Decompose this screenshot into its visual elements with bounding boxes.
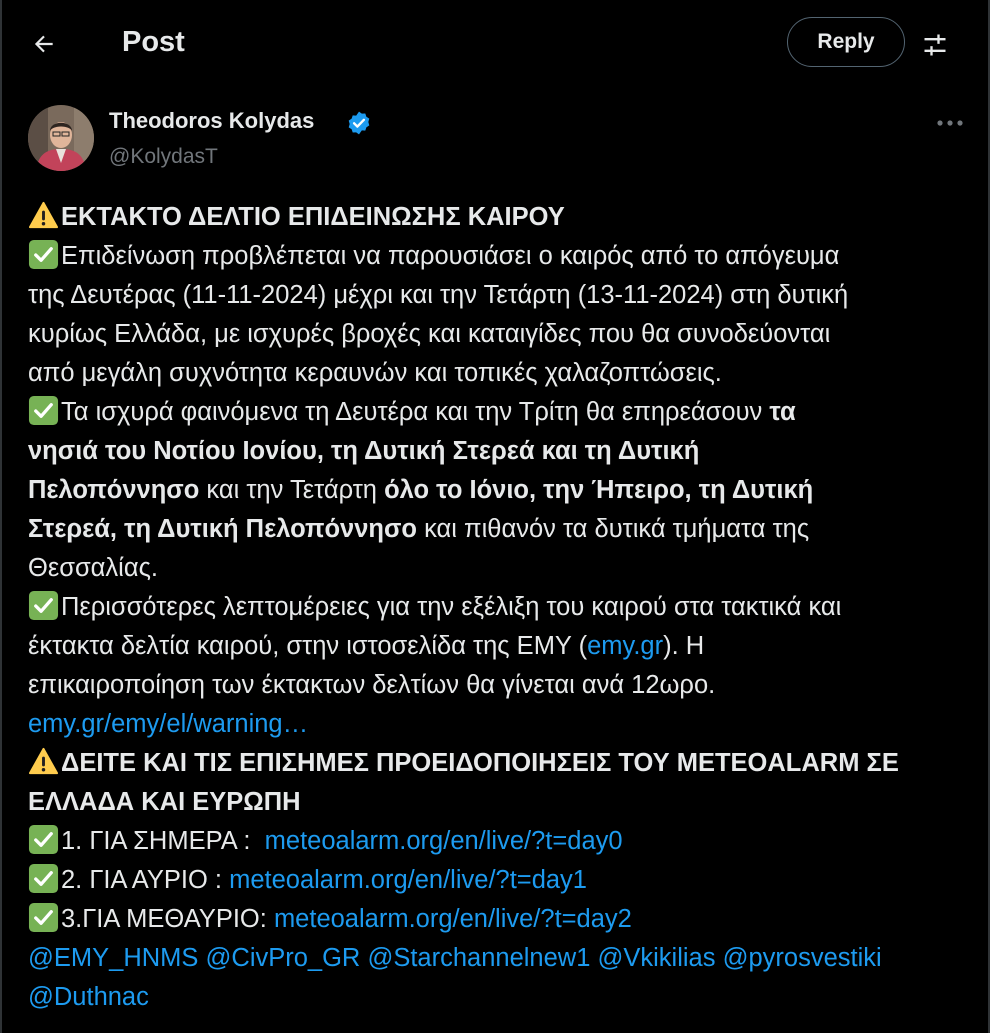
check-mark-emoji [28, 863, 59, 894]
post-line [28, 237, 973, 276]
verified-badge-icon [346, 110, 372, 136]
ellipsis-icon [936, 119, 964, 127]
check-mark-emoji [28, 239, 59, 270]
post-text: ΕΚΤΑΚΤΟ ΔΕΛΤΙΟ ΕΠΙΔΕΙΝΩΣΗΣ ΚΑΙΡΟΥ [61, 203, 565, 231]
post-line [28, 510, 973, 549]
post-line [28, 822, 973, 861]
reply-button[interactable]: Reply [787, 17, 905, 67]
mention-link[interactable]: @pyrosvestiki [722, 944, 882, 972]
mention-link[interactable]: @CivPro_GR [205, 944, 361, 972]
warning-emoji [28, 746, 59, 777]
emy-link[interactable]: emy.gr [587, 632, 664, 660]
post-line [28, 705, 973, 744]
check-mark-emoji [28, 590, 59, 621]
avatar[interactable] [28, 105, 94, 171]
post-text: Τα ισχυρά φαινόμενα τη Δευτέρα και την Τρίτη θα επηρεάσουν [61, 398, 770, 426]
post-text-bold: όλο το Ιόνιο, την Ήπειρο, τη Δυτική [384, 476, 814, 504]
meteoalarm-day2-link[interactable]: meteoalarm.org/en/live/?t=day2 [273, 905, 632, 933]
post-text: έκτακτα δελτία καιρού, στην ιστοσελίδα της ΕΜΥ ( [28, 632, 588, 660]
check-mark-emoji [28, 824, 59, 855]
mention-link[interactable]: @Duthnac [28, 983, 149, 1011]
meteoalarm-day0-link[interactable]: meteoalarm.org/en/live/?t=day0 [264, 827, 623, 855]
header-bar [2, 0, 990, 88]
warning-emoji [28, 200, 59, 231]
post-text-bold: τα [769, 398, 796, 426]
back-button[interactable] [24, 24, 64, 64]
mention-link[interactable]: @Vkikilias [597, 944, 716, 972]
post-text: 2. ΓΙΑ ΑΥΡΙΟ : [61, 866, 230, 894]
check-mark-emoji [28, 395, 59, 426]
post-line [28, 978, 973, 1017]
post-text: και πιθανόν τα δυτικά τμήματα της [417, 515, 810, 543]
post-line: της Δευτέρας (11-11-2024) μέχρι και την Τετάρτη (13-11-2024) στη δυτική [28, 281, 849, 309]
post-line [28, 939, 973, 978]
post-body [28, 198, 973, 1017]
post-text: Περισσότερες λεπτομέρειες για την εξέλιξη του καιρού στα τακτικά και [61, 593, 842, 621]
more-options-button[interactable] [932, 108, 968, 138]
post-text: ). Η [663, 632, 705, 660]
post-text: και την Τετάρτη [199, 476, 385, 504]
meteoalarm-day1-link[interactable]: meteoalarm.org/en/live/?t=day1 [229, 866, 587, 894]
post-line: κυρίως Ελλάδα, με ισχυρές βροχές και καταιγίδες που θα συνοδεύονται [28, 320, 831, 348]
author-name[interactable]: Theodoros Kolydas [109, 108, 315, 133]
post-line [28, 900, 973, 939]
post-line [28, 393, 973, 432]
check-mark-emoji [28, 902, 59, 933]
post-text: 1. ΓΙΑ ΣΗΜΕΡΑ : [61, 827, 265, 855]
post-line [28, 588, 973, 627]
page-title: Post [122, 26, 185, 58]
emy-warning-link[interactable]: emy.gr/emy/el/warning… [28, 710, 309, 738]
post-line [28, 627, 973, 666]
settings-button[interactable] [916, 26, 954, 64]
post-line [28, 744, 973, 783]
post-line: Θεσσαλίας. [28, 554, 158, 582]
post-line [28, 198, 973, 237]
arrow-left-icon [31, 31, 57, 57]
post-text: ΔΕΙΤΕ ΚΑΙ ΤΙΣ ΕΠΙΣΗΜΕΣ ΠΡΟΕΙΔΟΠΟΙΗΣΕΙΣ ΤΟΥ METEOALARM ΣΕ [61, 749, 899, 777]
post-line [28, 471, 973, 510]
avatar-image [28, 105, 94, 171]
post-line: επικαιροποίηση των έκτακτων δελτίων θα γίνεται ανά 12ωρο. [28, 671, 716, 699]
post-text-bold: Πελοπόννησο [28, 476, 200, 504]
mention-link[interactable]: @Starchannelnew1 [367, 944, 591, 972]
post-line: ΕΛΛΑΔΑ ΚΑΙ ΕΥΡΩΠΗ [28, 788, 301, 816]
sliders-icon [921, 31, 949, 59]
post-line [28, 861, 973, 900]
post-text-bold: Στερεά, τη Δυτική Πελοπόννησο [28, 515, 417, 543]
author-handle[interactable]: @KolydasT [109, 145, 218, 168]
post-text: 3.ΓΙΑ ΜΕΘΑΥΡΙΟ: [61, 905, 274, 933]
post-line: νησιά του Νοτίου Ιονίου, τη Δυτική Στερεά και τη Δυτική [28, 437, 700, 465]
mention-link[interactable]: @EMY_HNMS [28, 944, 199, 972]
post-text: Επιδείνωση προβλέπεται να παρουσιάσει ο καιρός από το απόγευμα [61, 242, 840, 270]
post-line: από μεγάλη συχνότητα κεραυνών και τοπικές χαλαζοπτώσεις. [28, 359, 722, 387]
